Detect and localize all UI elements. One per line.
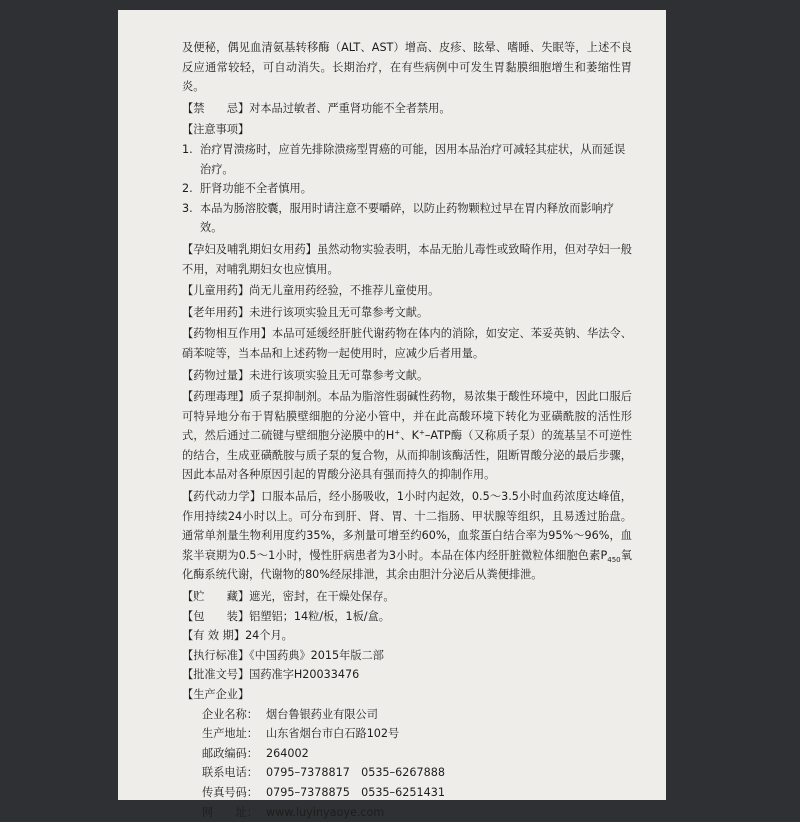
field-label: 邮政编码： (202, 746, 258, 760)
precautions-list (182, 140, 632, 238)
section-text: –ATP酶（又称质子泵）的巯基呈不可逆性的结合，生成亚磺酰胺与质子泵的复合物，从而抑制该酶活性，阻断胃酸分泌的最后步骤，因此本品对各种原因引起的胃酸分泌具有强而持久的抑制作用。 (182, 429, 632, 482)
section-text: 本品可延缓经肝脏代谢药物在体内的消除，如安定、苯妥英钠、华法令、硝苯啶等，当本品和上述药物一起使用时，应减少后者用量。 (182, 327, 632, 360)
list-item (182, 179, 632, 199)
manufacturer-row (202, 744, 632, 764)
section-label: 【有 效 期】 (182, 629, 246, 643)
item-number: 3. (182, 201, 193, 215)
section-label: 【老年用药】 (182, 305, 250, 319)
field-value: 264002 (266, 746, 309, 760)
manufacturer-row (202, 724, 632, 744)
item-text: 肝肾功能不全者慎用。 (200, 182, 312, 196)
section-validity (182, 626, 632, 646)
manufacturer-row (202, 763, 632, 783)
subscript: 450 (607, 556, 621, 565)
section-pregnancy (182, 240, 632, 279)
section-pharmacokinetics (182, 487, 632, 585)
section-label: 【药物相互作用】 (182, 327, 273, 341)
section-label: 【孕妇及哺乳期妇女用药】 (182, 242, 318, 256)
section-label: 【儿童用药】 (182, 284, 250, 298)
section-overdose (182, 366, 632, 386)
section-children (182, 281, 632, 301)
section-label: 【药代动力学】 (182, 490, 262, 504)
section-label: 【生产企业】 (182, 688, 250, 701)
section-text: 氧化酶系统代谢，代谢物的80%经尿排泄，其余由胆汁分泌后从粪便排泄。 (182, 548, 632, 582)
leaflet-page (118, 10, 666, 819)
section-text: 对本品过敏者、严重肾功能不全者禁用。 (249, 101, 451, 115)
section-interactions (182, 324, 632, 363)
section-text: 遮光，密封，在干燥处保存。 (249, 590, 395, 604)
section-label: 【药理毒理】 (182, 390, 250, 404)
section-approval (182, 665, 632, 685)
section-text: 尚无儿童用药经验，不推荐儿童使用。 (249, 284, 440, 298)
section-precautions (182, 120, 632, 238)
section-storage (182, 587, 632, 607)
section-text: 未进行该项实验且无可靠参考文献。 (249, 305, 429, 319)
section-elderly (182, 303, 632, 323)
item-number: 1. (182, 142, 193, 156)
section-text: 铝塑铝；14粒/板，1板/盒。 (249, 609, 390, 623)
section-text: 未进行该项实验且无可靠参考文献。 (249, 368, 429, 382)
field-value: 烟台鲁银药业有限公司 (266, 707, 378, 721)
manufacturer-row (202, 705, 632, 725)
item-text: 本品为肠溶胶囊，服用时请注意不要嚼碎，以防止药物颗粒过早在胃内释放而影响疗效。 (200, 201, 614, 235)
field-label: 生产地址： (202, 727, 258, 741)
field-value: 0795–7378875 0535–6251431 (266, 785, 445, 799)
manufacturer-row (202, 803, 632, 822)
superscript: + (418, 428, 425, 437)
list-item (182, 199, 632, 238)
item-text: 治疗胃溃疡时，应首先排除溃疡型胃癌的可能，因用本品治疗可减轻其症状，从而延误治疗。 (200, 142, 626, 176)
section-standard (182, 646, 632, 666)
field-value: 山东省烟台市白石路102号 (266, 727, 400, 741)
superscript: + (394, 428, 401, 437)
section-text: 虽然动物实验表明，本品无胎儿毒性或致畸作用，但对孕妇一般不用，对哺乳期妇女也应慎用。 (182, 242, 632, 276)
field-label: 网 址： (202, 805, 258, 819)
list-item (182, 140, 632, 179)
section-label: 【注意事项】 (182, 123, 250, 137)
section-label: 【包 装】 (182, 609, 250, 623)
section-text: 24个月。 (245, 629, 293, 643)
adverse-reactions-continued: 及便秘，偶见血清氨基转移酶（ALT、AST）增高、皮疹、眩晕、嗜睡、失眠等，上述不良反应通常较轻，可自动消失。长期治疗，在有些病例中可发生胃黏膜细胞增生和萎缩性胃炎。 (182, 41, 632, 94)
section-manufacturer (182, 685, 632, 822)
item-number: 2. (182, 182, 193, 196)
manufacturer-row (202, 783, 632, 803)
section-label: 【贮 藏】 (182, 590, 250, 604)
field-label: 企业名称： (202, 707, 258, 721)
section-text: 口服本品后，经小肠吸收，1小时内起效，0.5～3.5小时血药浓度达峰值，作用持续24小时以上。可分布到肝、肾、胃、十二指肠、甲状腺等组织，且易透过胎盘。通常单剂量生物利用度约35%，多剂量可增至约60%，血浆蛋白结合率为95%～96%，血浆半衰期为0.5～1小时，慢性肝病患者为3小时。本品在体内经肝脏微粒体细胞色素P (182, 490, 632, 562)
section-text: 、K (400, 429, 419, 443)
section-contraindication (182, 99, 632, 119)
leaflet-content (182, 38, 632, 822)
field-label: 传真号码： (202, 785, 258, 799)
section-label: 【执行标准】 (182, 648, 250, 662)
section-label: 【批准文号】 (182, 668, 250, 682)
website-value: www.luyinyaoye.com (266, 805, 385, 819)
section-pharmacology (182, 387, 632, 485)
field-label: 联系电话： (202, 766, 258, 780)
section-text: 国药准字H20033476 (249, 668, 360, 682)
section-label: 【药物过量】 (182, 368, 250, 382)
section-packaging (182, 607, 632, 627)
section-text: 质子泵抑制剂。本品为脂溶性弱碱性药物，易浓集于酸性环境中，因此口服后可特异地分布于胃粘膜壁细胞的分泌小管中，并在此高酸环境下转化为亚磺酰胺的活性形式，然后通过二硫键与壁细胞分泌膜中的H (182, 390, 632, 443)
manufacturer-details (202, 705, 632, 822)
section-text: 《中国药典》2015年版二部 (249, 648, 384, 662)
field-value: 0795–7378817 0535–6267888 (266, 766, 445, 780)
section-label: 【禁 忌】 (182, 101, 250, 115)
